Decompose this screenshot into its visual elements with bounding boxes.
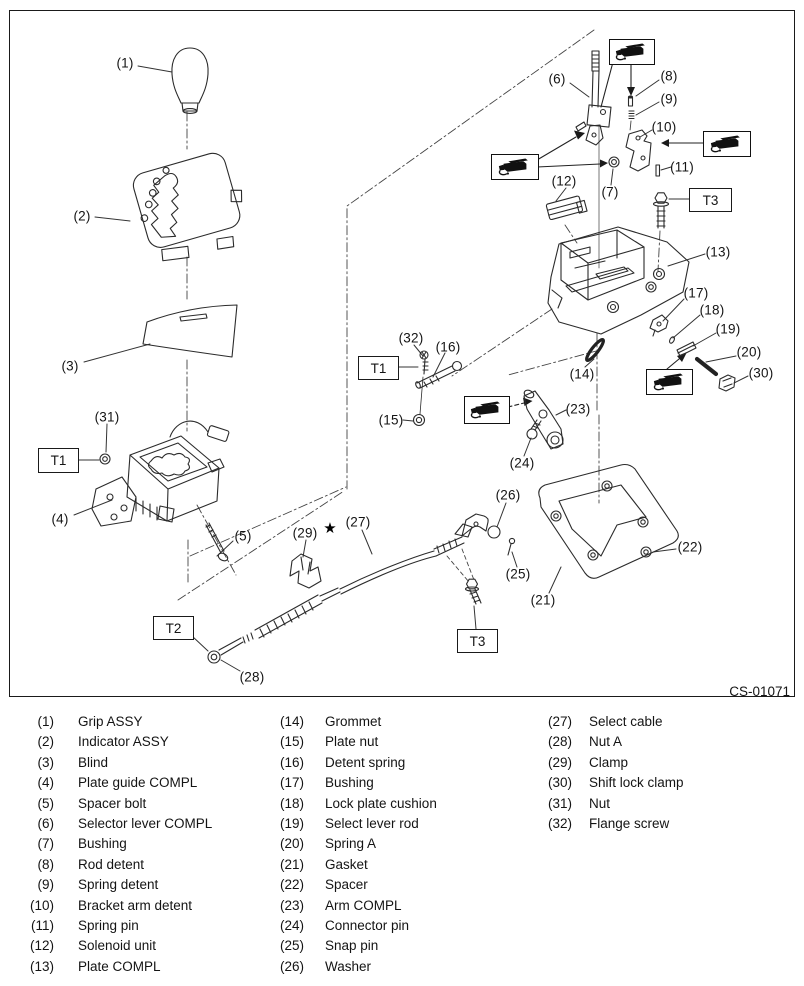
callout-14: (14): [569, 366, 595, 382]
part-washer: [488, 526, 500, 538]
part-number: (2): [37, 734, 54, 750]
parts-list-row: [266, 957, 437, 977]
grease-gun-icon: [651, 373, 689, 392]
parts-list-row: [534, 794, 684, 814]
callout-8: (8): [660, 68, 678, 84]
part-detent-spring: [415, 362, 462, 389]
callout-17: (17): [683, 285, 709, 301]
drawing-code: CS-01071: [729, 684, 790, 699]
grease-arrow-dashed: [508, 403, 524, 407]
callout-11: (11): [670, 159, 694, 175]
parts-list-row: [266, 753, 437, 773]
callout-28: (28): [239, 669, 265, 685]
part-name: Selector lever COMPL: [78, 815, 213, 831]
arrowheads: [523, 87, 687, 406]
part-name: Spring A: [325, 836, 377, 852]
part-name: Grommet: [325, 714, 382, 729]
part-name: Bushing: [325, 775, 374, 791]
callout-7: (7): [601, 184, 619, 200]
part-name: Flange screw: [589, 815, 670, 831]
part-clamp: [290, 554, 321, 588]
grease-gun-icon: [613, 43, 651, 62]
part-plate-compl: [548, 227, 689, 334]
torque-box-t2: [153, 616, 194, 640]
parts-list-row: [18, 814, 212, 834]
part-name: Spring detent: [78, 877, 159, 893]
part-number: (23): [279, 897, 304, 913]
part-plate-guide: [92, 421, 229, 526]
part-t3-screw-lower: [466, 579, 482, 604]
part-name: Arm COMPL: [325, 897, 402, 913]
torque-label: T3: [702, 192, 719, 208]
part-number: (15): [279, 734, 304, 750]
part-number: (29): [547, 754, 572, 770]
callout-19: (19): [715, 321, 741, 337]
part-number: (26): [279, 958, 304, 974]
parts-list-row: [534, 773, 684, 793]
parts-list-row: [266, 712, 437, 732]
parts-list-row: [18, 794, 212, 814]
part-arm-compl: [523, 389, 563, 449]
part-nut: [100, 454, 110, 464]
torque-box-t1-left: [38, 448, 79, 473]
grease-symbol-box-4: [646, 369, 693, 395]
part-name: Lock plate cushion: [325, 795, 437, 811]
part-name: Spacer: [325, 877, 368, 893]
part-bushing-lower: [650, 315, 668, 336]
part-shift-lock-clamp: [719, 375, 735, 391]
grease-gun-icon: [708, 135, 746, 154]
part-number: (7): [37, 836, 54, 852]
part-name: Connector pin: [325, 917, 410, 933]
part-rod-detent: [629, 96, 633, 106]
parts-list-row: [18, 773, 212, 793]
parts-list-row: [18, 896, 212, 916]
part-select-lever-rod: [677, 342, 696, 356]
part-name: Spacer bolt: [78, 795, 147, 811]
parts-list-row: [266, 814, 437, 834]
callout-18: (18): [699, 302, 725, 318]
part-number: (28): [547, 734, 572, 750]
part-name: Solenoid unit: [78, 938, 157, 954]
torque-box-t3-upper: [689, 188, 732, 212]
grease-symbol-box-1: [609, 39, 655, 65]
callout-27: (27): [345, 514, 371, 530]
part-name: Spring pin: [78, 917, 139, 933]
part-bushing-upper: [609, 157, 619, 167]
parts-list-row: [534, 753, 684, 773]
part-snap-pin: [508, 538, 515, 555]
part-name: Gasket: [325, 856, 368, 872]
callout-3: (3): [61, 358, 79, 374]
part-name: Rod detent: [78, 856, 145, 872]
parts-list-row: [18, 875, 212, 895]
part-selector-lever: [576, 51, 611, 145]
parts-list-column-1: [18, 712, 212, 977]
parts-list-row: [266, 875, 437, 895]
callout-12: (12): [551, 173, 577, 189]
part-t3-screw-upper: [654, 193, 669, 228]
parts-list-row: [534, 814, 684, 834]
part-indicator-assy: [129, 148, 256, 269]
part-number: (3): [37, 754, 54, 770]
parts-list-row: [18, 957, 212, 977]
callout-4: (4): [51, 511, 69, 527]
part-number: (8): [37, 856, 54, 872]
parts-list-row: [18, 753, 212, 773]
torque-box-t3-lower: [457, 629, 498, 653]
callout-31: (31): [94, 409, 120, 425]
torque-label: T1: [50, 453, 67, 468]
part-name: Grip ASSY: [78, 714, 143, 729]
parts-list-row: [18, 916, 212, 936]
star-mark: ★: [323, 520, 337, 537]
torque-label: T3: [469, 633, 486, 649]
part-name: Clamp: [589, 754, 629, 770]
parts-list-row: [266, 834, 437, 854]
grease-gun-icon: [468, 401, 506, 420]
part-name: Select lever rod: [325, 815, 419, 831]
part-number: (25): [279, 938, 304, 954]
part-name: Blind: [78, 754, 109, 770]
part-grommet: [584, 338, 605, 362]
callout-24: (24): [509, 455, 535, 471]
part-plate-nut: [414, 415, 425, 426]
part-name: Bracket arm detent: [78, 897, 193, 913]
part-number: (31): [547, 795, 572, 811]
part-number: (4): [37, 775, 54, 791]
parts-list-row: [18, 712, 212, 732]
clevis-dashed-lines: [447, 549, 474, 582]
parts-list-row: [266, 732, 437, 752]
callout-10: (10): [651, 119, 677, 135]
part-number: (5): [37, 795, 54, 811]
callout-9: (9): [660, 91, 678, 107]
part-spring-pin: [656, 165, 660, 176]
part-name: Washer: [325, 958, 372, 974]
callout-13: (13): [705, 244, 731, 260]
callout-26: (26): [495, 487, 521, 503]
parts-list-column-3: [534, 712, 684, 834]
part-blind: [143, 305, 237, 357]
grease-symbol-box-2: [703, 131, 751, 157]
parts-list-row: [18, 936, 212, 956]
part-number: (18): [279, 795, 304, 811]
part-spring-detent: [629, 111, 634, 119]
part-name: Indicator ASSY: [78, 734, 169, 750]
part-number: (6): [37, 815, 54, 831]
parts-list-row: [18, 834, 212, 854]
callout-25: (25): [505, 566, 531, 582]
part-number: (21): [279, 856, 304, 872]
torque-box-t1-center: [358, 356, 399, 380]
part-name: Plate COMPL: [78, 958, 161, 974]
part-number: (17): [279, 775, 304, 791]
part-number: (1): [37, 714, 54, 729]
part-name: Shift lock clamp: [589, 775, 684, 791]
part-bracket-arm-detent: [626, 130, 651, 171]
part-gasket: [539, 465, 679, 579]
part-name: Bushing: [78, 836, 127, 852]
part-number: (16): [279, 754, 304, 770]
parts-list-row: [266, 916, 437, 936]
callout-23: (23): [565, 401, 591, 417]
parts-list-row: [266, 936, 437, 956]
part-name: Plate guide COMPL: [78, 775, 198, 791]
callout-1: (1): [116, 55, 134, 71]
callout-5: (5): [234, 528, 252, 544]
part-number: (24): [279, 917, 304, 933]
torque-label: T1: [370, 360, 387, 376]
part-name: Snap pin: [325, 938, 379, 954]
parts-list-row: [266, 896, 437, 916]
callout-32: (32): [398, 330, 424, 346]
callout-20: (20): [736, 344, 762, 360]
callout-29: (29): [292, 525, 318, 541]
part-number: (27): [547, 714, 572, 729]
part-number: (10): [29, 897, 54, 913]
part-lock-plate-cushion: [669, 336, 676, 344]
callout-16: (16): [435, 339, 461, 355]
parts-list-column-2: [266, 712, 437, 977]
grease-gun-icon: [496, 158, 534, 177]
part-number: (9): [37, 877, 54, 893]
callout-21: (21): [530, 592, 556, 608]
part-number: (13): [29, 958, 54, 974]
callout-22: (22): [677, 539, 703, 555]
part-name: Select cable: [589, 714, 663, 729]
callout-15: (15): [378, 412, 404, 428]
part-number: (22): [279, 877, 304, 893]
callout-30: (30): [748, 365, 774, 381]
parts-list-row: [534, 712, 684, 732]
part-grip-assy: [172, 48, 208, 113]
grease-symbol-box-5: [464, 396, 510, 424]
part-name: Nut A: [589, 734, 623, 750]
parts-list-row: [18, 732, 212, 752]
part-name: Plate nut: [325, 734, 379, 750]
part-number: (30): [547, 775, 572, 791]
torque-label: T2: [165, 620, 182, 636]
parts-list-row: [266, 773, 437, 793]
parts-list-row: [18, 855, 212, 875]
parts-list-row: [266, 794, 437, 814]
part-number: (14): [279, 714, 304, 729]
part-number: (32): [547, 815, 572, 831]
grease-symbol-box-3: [491, 154, 539, 180]
part-solenoid-unit: [546, 195, 587, 221]
part-spring-a: [697, 359, 716, 374]
part-number: (19): [279, 815, 304, 831]
callout-6: (6): [548, 71, 566, 87]
parts-list-row: [266, 855, 437, 875]
part-name: Nut: [589, 795, 611, 811]
part-number: (20): [279, 836, 304, 852]
part-number: (12): [29, 938, 54, 954]
callout-2: (2): [73, 208, 91, 224]
parts-list-row: [534, 732, 684, 752]
part-name: Detent spring: [325, 754, 406, 770]
part-number: (11): [30, 917, 54, 933]
